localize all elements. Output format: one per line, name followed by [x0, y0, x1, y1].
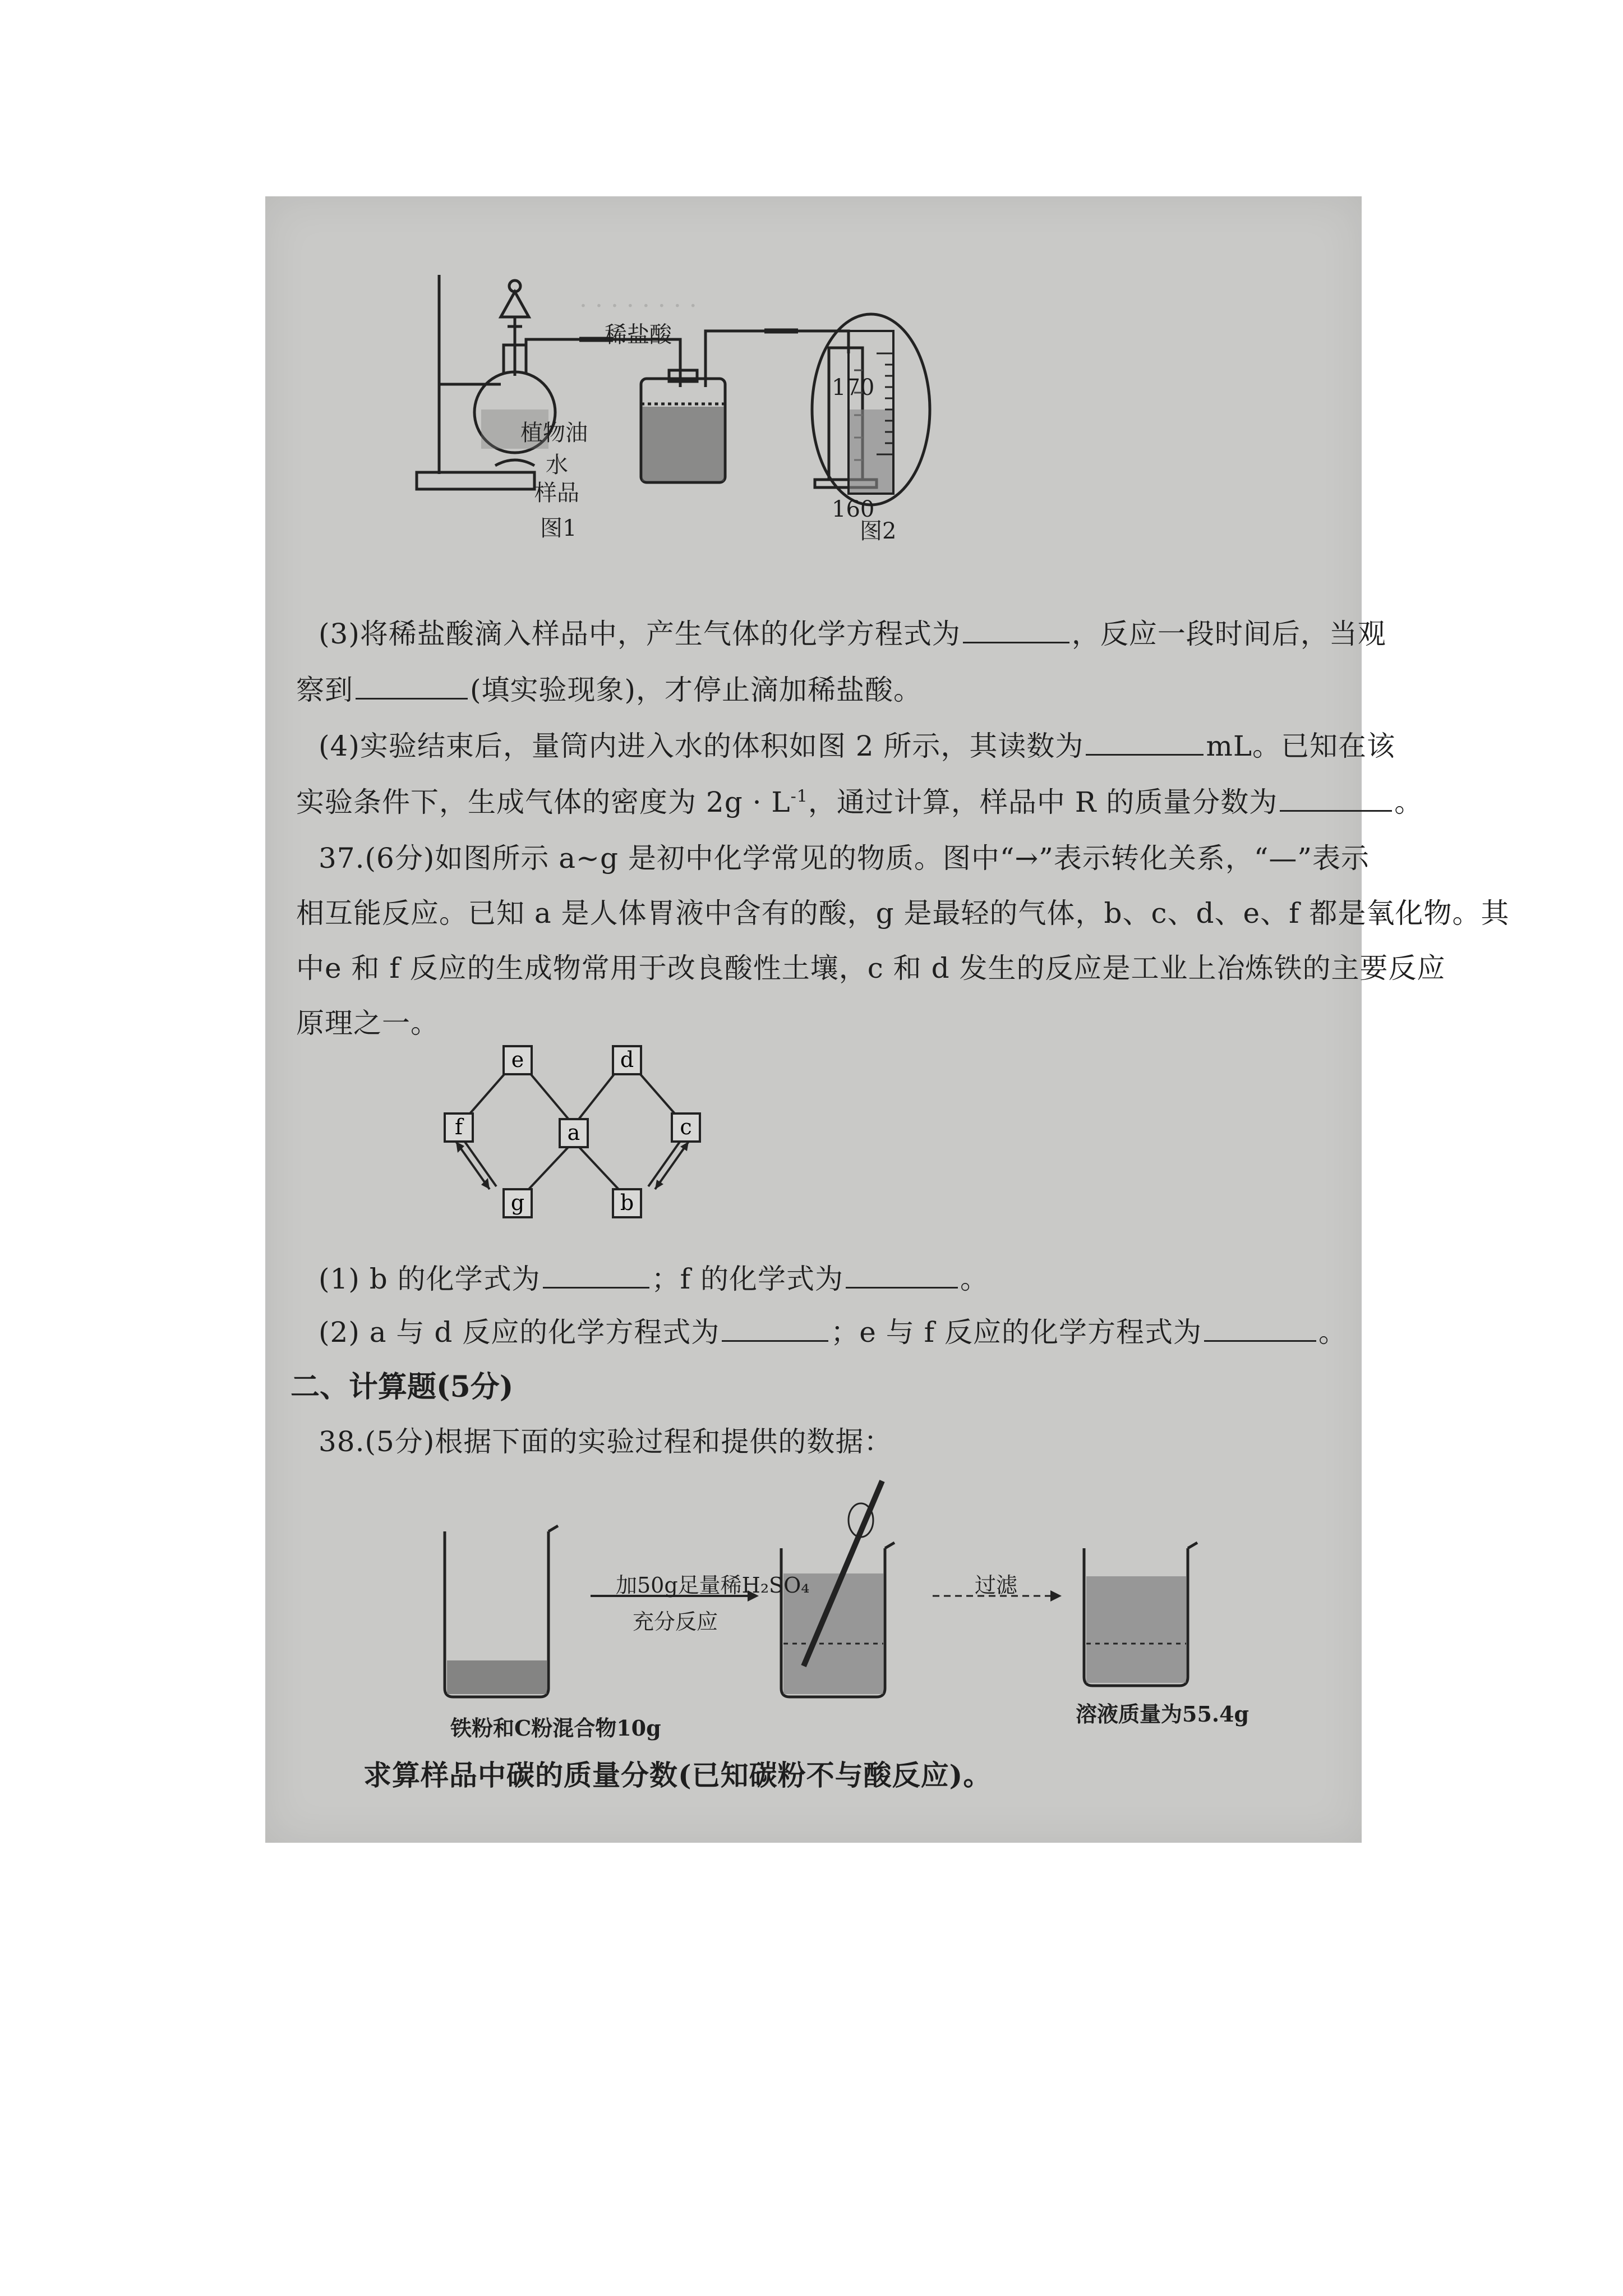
q37-blank-f-formula[interactable]	[846, 1262, 958, 1289]
exam-page	[265, 196, 1510, 1843]
q4-text-c: ，通过计算，样品中 R 的质量分数为	[808, 786, 1278, 818]
q4-superscript: -1	[790, 786, 808, 807]
node-e-top: e	[511, 1047, 524, 1072]
figure-2-caption: 图2	[860, 518, 897, 544]
section-calculation-heading: 二、计算题(5分)	[291, 1370, 514, 1404]
q4-text-a: (4)实验结束后，量筒内进入水的体积如图 2 所示，其读数为	[319, 730, 1084, 762]
q3-text-a: (3)将稀盐酸滴入样品中，产生气体的化学方程式为	[319, 618, 961, 650]
node-d: d	[620, 1047, 634, 1072]
cylinder-reading-170: 170	[832, 375, 875, 401]
q37-blank-b-formula[interactable]	[543, 1262, 649, 1289]
q3-text-b: ，反应一段时间后，当观	[1071, 618, 1386, 650]
q38-process-diagram	[434, 1475, 1219, 1700]
beaker-1-caption: 铁粉和C粉混合物10g	[450, 1715, 661, 1741]
q4-end: 。	[1394, 786, 1423, 818]
q37-sub-2	[319, 1310, 1347, 1350]
q37-line-3: 中e 和 f 反应的生成物常用于改良酸性土壤，c 和 d 发生的反应是工业上冶炼铁的主要反应	[296, 952, 1446, 984]
bleed-through-text: · · · · · · · ·	[579, 292, 697, 320]
q4-blank-reading[interactable]	[1086, 729, 1204, 756]
q4-line-1	[319, 724, 1395, 764]
q37-sub2-text-a: (2) a 与 d 反应的化学方程式为	[319, 1316, 720, 1349]
node-c: c	[680, 1115, 692, 1139]
arrow-2-label: 过滤	[975, 1573, 1018, 1598]
q37-line-4: 原理之一。	[296, 1007, 439, 1039]
q38-question: 求算样品中碳的质量分数(已知碳粉不与酸反应)。	[363, 1759, 992, 1792]
node-b: b	[620, 1190, 634, 1215]
figure-2-cylinder-reading	[809, 309, 933, 510]
q37-sub2-text-b: ；e 与 f 反应的化学方程式为	[831, 1316, 1202, 1349]
q3-line-2	[296, 668, 922, 708]
q3-line-1	[319, 611, 1386, 652]
q3-blank-equation[interactable]	[963, 617, 1069, 643]
figure-1-caption: 图1	[540, 516, 577, 541]
q3-text-d: (填实验现象)，才停止滴加稀盐酸。	[470, 674, 923, 706]
q38-intro: 38.(5分)根据下面的实验过程和提供的数据：	[319, 1425, 893, 1458]
q4-text-b: 实验条件下，生成气体的密度为 2g · L	[296, 786, 791, 818]
node-f: f	[454, 1115, 463, 1139]
cylinder-reading-160: 160	[832, 496, 875, 522]
q37-sub1-text-a: (1) b 的化学式为	[319, 1263, 541, 1295]
q4-line-2	[296, 780, 1423, 820]
label-vegetable-oil: 植物油	[520, 420, 588, 446]
node-a: a	[567, 1120, 580, 1145]
q4-unit: mL。已知在该	[1206, 730, 1396, 762]
q37-relationship-diagram	[434, 1038, 725, 1240]
q37-line-1: 37.(6分)如图所示 a~g 是初中化学常见的物质。图中“→”表示转化关系，“—”表示	[319, 842, 1370, 875]
label-dilute-hcl: 稀盐酸	[605, 322, 672, 348]
q37-sub1-text-b: ；f 的化学式为	[651, 1263, 844, 1295]
arrow-1-label-bottom: 充分反应	[633, 1609, 718, 1634]
q37-line-2: 相互能反应。已知 a 是人体胃液中含有的酸，g 是最轻的气体，b、c、d、e、f 都是氧化物。其	[296, 897, 1510, 930]
label-sample: 样品	[534, 480, 579, 506]
q37-sub-1	[319, 1257, 989, 1297]
q37-sub2-end: 。	[1318, 1316, 1347, 1349]
q3-blank-phenomenon[interactable]	[356, 673, 468, 700]
q37-sub1-end: 。	[960, 1263, 989, 1295]
label-water: 水	[546, 452, 568, 478]
arrow-1-label-top: 加50g足量稀H₂SO₄	[616, 1573, 810, 1598]
q37-blank-e-f-equation[interactable]	[1204, 1315, 1316, 1342]
q3-text-c: 察到	[296, 674, 353, 706]
q37-blank-a-d-equation[interactable]	[722, 1315, 828, 1342]
beaker-3-caption: 溶液质量为55.4g	[1076, 1701, 1249, 1727]
node-g: g	[510, 1190, 525, 1215]
q4-blank-mass-fraction[interactable]	[1280, 785, 1392, 812]
